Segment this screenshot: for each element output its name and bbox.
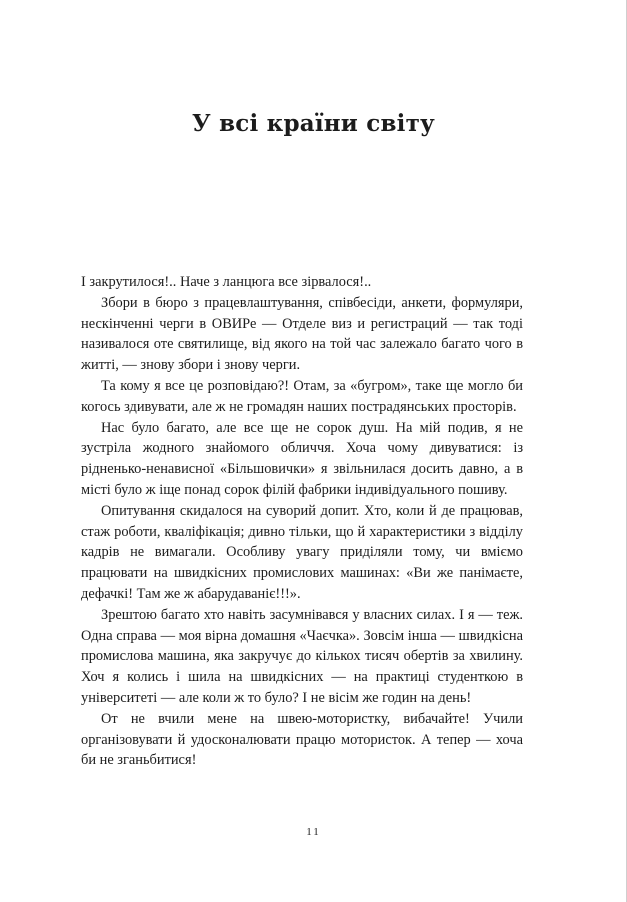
paragraph: І закрутилося!.. Наче з ланцюга все зірвалося!.. bbox=[81, 274, 372, 290]
page-number: 11 bbox=[306, 826, 321, 838]
paragraph: Опитування скидалося на суворий допит. Хто, коли й де працював, стаж роботи, кваліфікація; дивно тільки, що й характеристики з відділу кадрів не вимагали. Особливу увагу приділяли тому, чи вміємо працювати на швидкісних промислових машинах: «Ви же панімаєте, дефачкі! Там же ж абарудаваніє!!!». bbox=[81, 502, 523, 602]
chapter-title: У всі країни світу bbox=[192, 110, 435, 137]
paragraph: Збори в бюро з працевлаштування, співбесіди, анкети, формуляри, нескінченні черги в ОВИРе — Отделе виз и регистраций — так тоді називалося оте святилище, від якого на той час залежало багато чого в житті, — знову збори і знову черги. bbox=[81, 294, 523, 374]
paragraph: От не вчили мене на швею-мотористку, вибачайте! Учили організовувати й удосконалювати працю мотористок. А тепер — хоча би не зганьбитися! bbox=[81, 710, 523, 769]
paragraph: Зрештою багато хто навіть засумнівався у власних силах. І я — теж. Одна справа — моя вірна домашня «Чаєчка». Зовсім інша — швидкісна промислова машина, яка закручує до кількох тисяч обертів за хвилину. Хоч я колись і шила на швидкісних — на практиці студенткою в університеті — але коли ж то було? І не вісім же годин на день! bbox=[81, 606, 523, 706]
body-text bbox=[81, 272, 523, 771]
paragraph: Та кому я все це розповідаю?! Отам, за «бугром», таке ще могло би когось здивувати, але ж не громадян наших пострадянських просторів. bbox=[81, 377, 523, 415]
paragraph: Нас було багато, але все ще не сорок душ. На мій подив, я не зустріла жодного знайомого обличчя. Хоча чому дивуватися: із рідненько-ненависної «Більшовички» я звільнилася досить давно, а в місті було ж іще понад сорок філій фабрики індивідуального пошиву. bbox=[81, 419, 523, 498]
